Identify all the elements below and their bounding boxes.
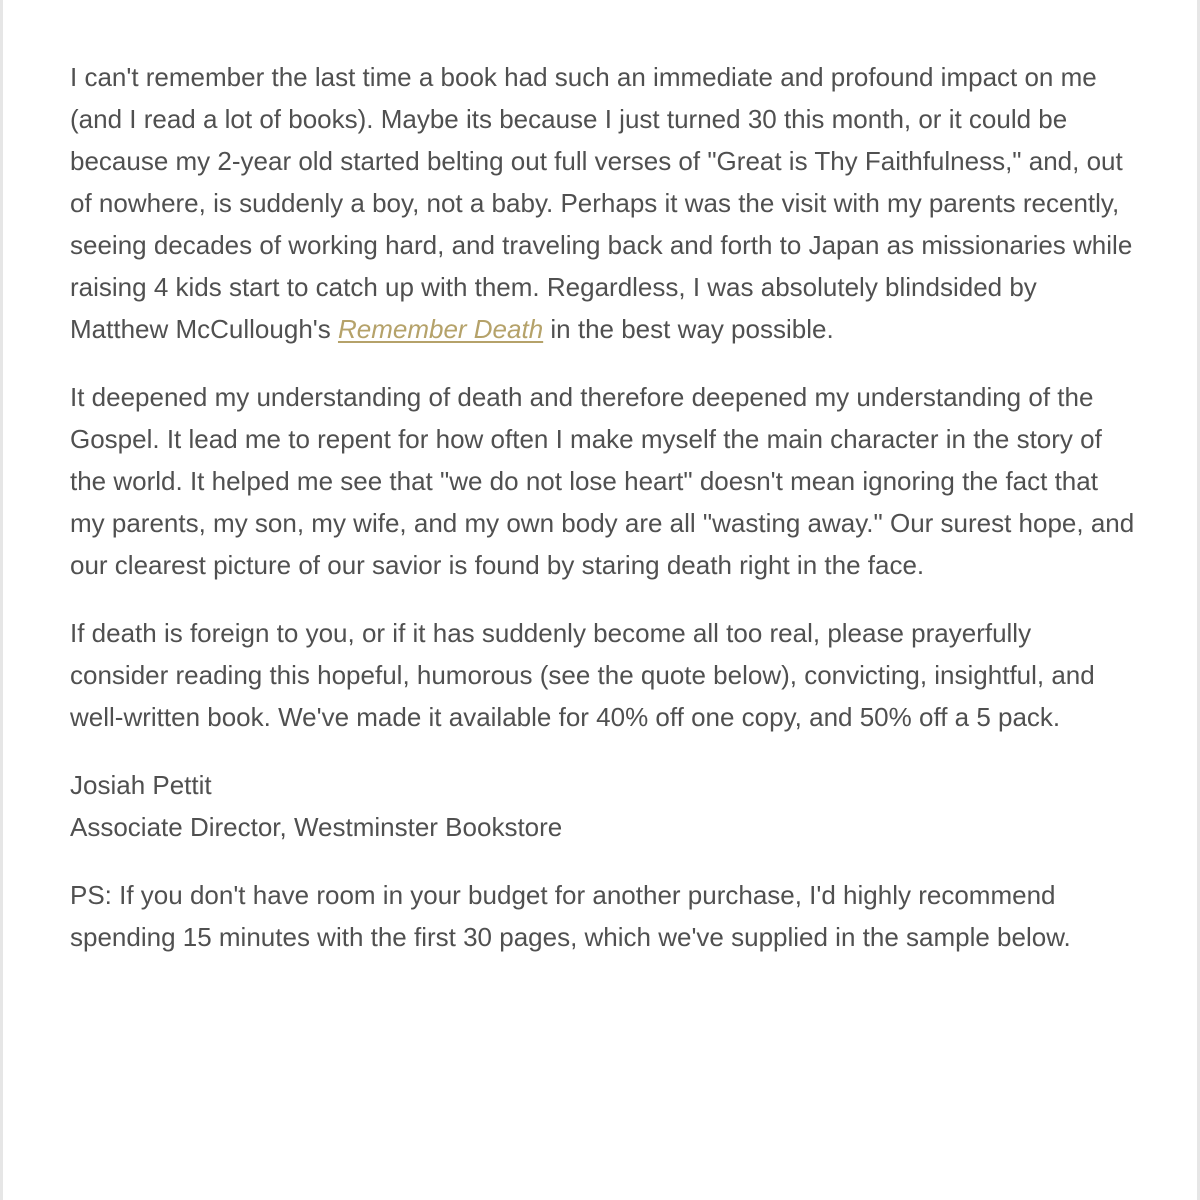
paragraph-intro [70,56,1135,350]
signature [70,764,1135,848]
paragraph-intro-ending: in the best way possible. [543,314,834,344]
book-link-remember-death[interactable]: Remember Death [337,314,544,344]
paragraph-gospel: It deepened my understanding of death and therefore deepened my understanding of the Gospel. It lead me to repent for how often I make myself the main character in the story of the world. It helped me see that "we do not lose heart" doesn't mean ignoring the fact that my parents, my son, my wife, and my own body are all "wasting away." Our surest hope, and our clearest picture of our savior is found by staring death right in the face. [70,382,1135,580]
signature-title: Associate Director, Westminster Bookstore [70,812,563,842]
paragraph-offer: If death is foreign to you, or if it has suddenly become all too real, please prayerfully consider reading this hopeful, humorous (see the quote below), convicting, insightful, and well-written book. We've made it available for 40% off one copy, and 50% off a 5 pack. [70,618,1095,732]
signature-name: Josiah Pettit [70,770,212,800]
postscript: PS: If you don't have room in your budget for another purchase, I'd highly recommend spending 15 minutes with the first 30 pages, which we've supplied in the sample below. [70,880,1071,952]
paragraph-intro-text: I can't remember the last time a book had such an immediate and profound impact on me (and I read a lot of books). Maybe its because I just turned 30 this month, or it could be because my 2-year old started belting out full verses of "Great is Thy Faithfulness," and, out of nowhere, is suddenly a boy, not a baby. Perhaps it was the visit with my parents recently, seeing decades of working hard, and traveling back and forth to Japan as missionaries while raising 4 kids start to catch up with them. Regardless, I was absolutely blindsided by Matthew McCullough's [70,62,1133,344]
left-border [0,0,3,1200]
email-body [70,56,1135,984]
